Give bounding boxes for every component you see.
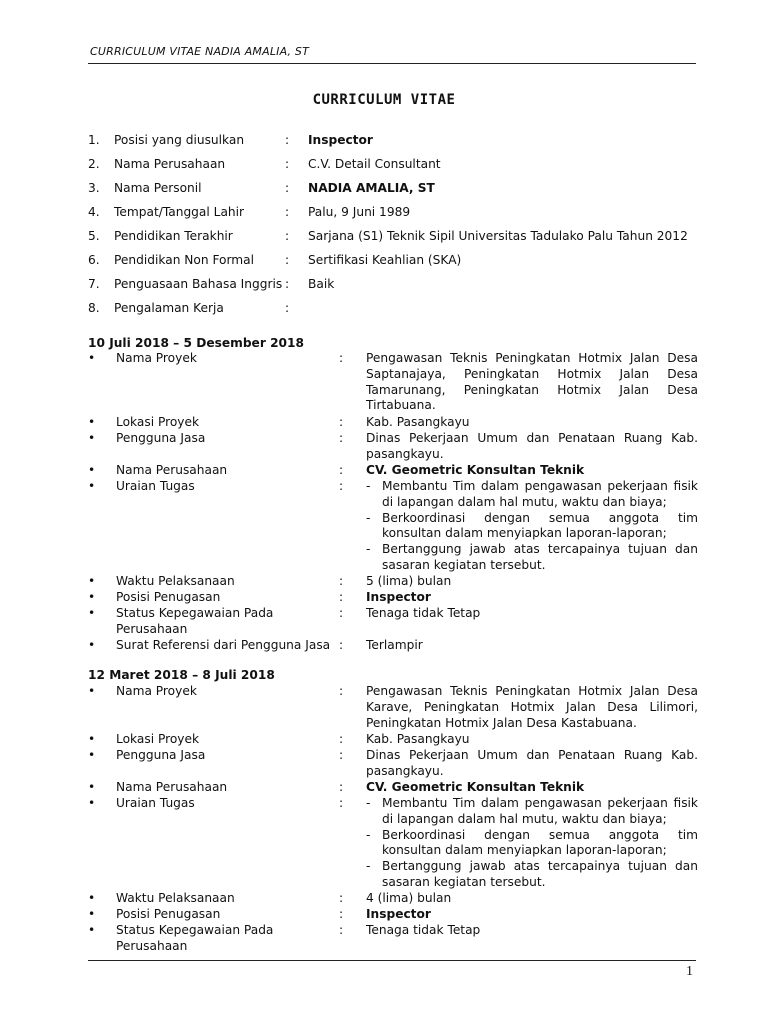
- info-value: Palu, 9 Juni 1989: [308, 205, 411, 219]
- info-label: Pendidikan Terakhir: [114, 229, 233, 243]
- info-number: 8.: [88, 301, 100, 315]
- entry-label: Uraian Tugas: [116, 479, 195, 493]
- info-colon: :: [285, 301, 290, 315]
- info-number: 6.: [88, 253, 100, 267]
- entry-colon: :: [339, 415, 344, 429]
- experience-entry: [88, 748, 698, 780]
- info-colon: :: [285, 205, 290, 219]
- entry-label: Pengguna Jasa: [116, 748, 206, 762]
- entry-label: Surat Referensi dari Pengguna Jasa: [116, 638, 331, 652]
- page-number: 1: [686, 964, 693, 979]
- task-text: Berkoordinasi dengan semua anggota tim konsultan dalam menyiapkan laporan-laporan;: [382, 827, 698, 858]
- bullet: •: [88, 638, 96, 652]
- experience-period: 10 Juli 2018 – 5 Desember 2018: [88, 336, 305, 350]
- experience-entry: [88, 796, 698, 891]
- info-row-name: [88, 176, 698, 200]
- info-colon: :: [285, 133, 290, 147]
- bullet: •: [88, 606, 96, 620]
- entry-colon: :: [339, 606, 344, 620]
- info-value: Sarjana (S1) Teknik Sipil Universitas Tadulako Palu Tahun 2012: [308, 229, 688, 243]
- experience-entry: [88, 351, 698, 414]
- task-text: Bertanggung jawab atas tercapainya tujuan dan sasaran kegiatan tersebut.: [382, 859, 698, 889]
- bullet: •: [88, 780, 96, 794]
- bullet: •: [88, 351, 96, 365]
- bullet: •: [88, 748, 96, 762]
- running-header: CURRICULUM VITAE NADIA AMALIA, ST: [90, 45, 310, 58]
- bullet: •: [88, 732, 96, 746]
- task-list: [366, 796, 698, 891]
- info-row-company: [88, 152, 698, 176]
- personal-info-list: [88, 128, 698, 320]
- entry-label: Status Kepegawaian Pada Perusahaan: [116, 923, 274, 953]
- entry-value: Dinas Pekerjaan Umum dan Penataan Ruang Kab. pasangkayu.: [366, 431, 698, 461]
- bullet: •: [88, 431, 96, 445]
- info-colon: :: [285, 181, 290, 195]
- bullet: •: [88, 891, 96, 905]
- entry-colon: :: [339, 463, 344, 477]
- entry-label: Nama Perusahaan: [116, 780, 228, 794]
- entry-label: Waktu Pelaksanaan: [116, 891, 235, 905]
- task-item: - Bertanggung jawab atas tercapainya tujuan dan sasaran kegiatan tersebut.: [366, 542, 698, 572]
- info-colon: :: [285, 229, 290, 243]
- info-number: 4.: [88, 205, 100, 219]
- experience-entry: [88, 463, 698, 479]
- entry-value: Terlampir: [366, 638, 423, 652]
- task-text: Bertanggung jawab atas tercapainya tujuan dan sasaran kegiatan tersebut.: [382, 542, 698, 572]
- info-colon: :: [285, 253, 290, 267]
- info-row-birth: [88, 200, 698, 224]
- entry-label: Nama Proyek: [116, 684, 197, 698]
- entry-colon: :: [339, 780, 344, 794]
- experience-entry: [88, 923, 698, 955]
- entry-colon: :: [339, 732, 344, 746]
- entry-value: Tenaga tidak Tetap: [366, 923, 481, 937]
- experience-entry: [88, 479, 698, 574]
- entry-colon: :: [339, 351, 344, 365]
- info-row-position: [88, 128, 698, 152]
- info-label: Nama Perusahaan: [114, 157, 226, 171]
- bullet: •: [88, 590, 96, 604]
- info-row-nonformal-education: [88, 248, 698, 272]
- experience-entry: [88, 606, 698, 638]
- entry-value: CV. Geometric Konsultan Teknik: [366, 780, 585, 794]
- task-item: - Berkoordinasi dengan semua anggota tim konsultan dalam menyiapkan laporan-laporan;: [366, 827, 698, 858]
- entry-colon: :: [339, 796, 344, 810]
- info-number: 2.: [88, 157, 100, 171]
- experience-entry: [88, 638, 698, 654]
- entry-value: 4 (lima) bulan: [366, 891, 452, 905]
- entry-label: Nama Perusahaan: [116, 463, 228, 477]
- entry-colon: :: [339, 748, 344, 762]
- experience-entry: [88, 732, 698, 748]
- info-label: Pengalaman Kerja: [114, 301, 224, 315]
- experience-entry: [88, 684, 698, 731]
- info-label: Posisi yang diusulkan: [114, 133, 245, 147]
- entry-label: Uraian Tugas: [116, 796, 195, 810]
- entry-label: Nama Proyek: [116, 351, 197, 365]
- entry-value: Kab. Pasangkayu: [366, 415, 470, 429]
- info-row-experience: [88, 296, 698, 320]
- info-number: 5.: [88, 229, 100, 243]
- entry-value: Inspector: [366, 907, 431, 921]
- entry-colon: :: [339, 431, 344, 445]
- entry-value: Pengawasan Teknis Peningkatan Hotmix Jalan Desa Karave, Peningkatan Hotmix Jalan Desa Lilimori, Peningkatan Hotmix Jalan Desa Kastabuana.: [366, 684, 698, 730]
- task-item: - Berkoordinasi dengan semua anggota tim konsultan dalam menyiapkan laporan-laporan;: [366, 510, 698, 541]
- entry-colon: :: [339, 574, 344, 588]
- info-row-english: [88, 272, 698, 296]
- entry-colon: :: [339, 590, 344, 604]
- info-label: Nama Personil: [114, 181, 202, 195]
- info-label: Tempat/Tanggal Lahir: [114, 205, 245, 219]
- task-text: Membantu Tim dalam pengawasan pekerjaan fisik di lapangan dalam hal mutu, waktu dan biaya;: [382, 479, 698, 509]
- entry-label: Status Kepegawaian Pada Perusahaan: [116, 606, 274, 636]
- task-item: - Membantu Tim dalam pengawasan pekerjaan fisik di lapangan dalam hal mutu, waktu dan biaya;: [366, 479, 698, 509]
- info-value: Sertifikasi Keahlian (SKA): [308, 253, 462, 267]
- info-value: Inspector: [308, 133, 373, 147]
- bullet: •: [88, 684, 96, 698]
- bullet: •: [88, 574, 96, 588]
- info-value: NADIA AMALIA, ST: [308, 181, 435, 195]
- info-value: Baik: [308, 277, 335, 291]
- bullet: •: [88, 463, 96, 477]
- bullet: •: [88, 923, 96, 937]
- entry-value: Dinas Pekerjaan Umum dan Penataan Ruang Kab. pasangkayu.: [366, 748, 698, 778]
- experience-period: 12 Maret 2018 – 8 Juli 2018: [88, 668, 275, 682]
- experience-entry: [88, 415, 698, 431]
- header-rule: [88, 63, 696, 64]
- entry-value: CV. Geometric Konsultan Teknik: [366, 463, 585, 477]
- entry-value: Pengawasan Teknis Peningkatan Hotmix Jalan Desa Saptanajaya, Peningkatan Hotmix Jalan Desa Tamarunang, Peningkatan Hotmix Jalan Desa Tirtabuana.: [366, 351, 698, 413]
- experience-entry: [88, 590, 698, 606]
- entry-label: Lokasi Proyek: [116, 415, 200, 429]
- bullet: •: [88, 796, 96, 810]
- info-colon: :: [285, 157, 290, 171]
- entry-value: 5 (lima) bulan: [366, 574, 452, 588]
- experience-entry: [88, 907, 698, 923]
- bullet: •: [88, 907, 96, 921]
- entry-label: Waktu Pelaksanaan: [116, 574, 235, 588]
- entry-label: Posisi Penugasan: [116, 907, 221, 921]
- entry-colon: :: [339, 923, 344, 937]
- info-value: C.V. Detail Consultant: [308, 157, 441, 171]
- info-number: 3.: [88, 181, 100, 195]
- entry-value: Tenaga tidak Tetap: [366, 606, 481, 620]
- info-number: 1.: [88, 133, 100, 147]
- task-text: Berkoordinasi dengan semua anggota tim konsultan dalam menyiapkan laporan-laporan;: [382, 510, 698, 541]
- task-list: [366, 479, 698, 574]
- info-number: 7.: [88, 277, 100, 291]
- info-row-education: [88, 224, 698, 248]
- footer-rule: [88, 960, 696, 961]
- entry-label: Pengguna Jasa: [116, 431, 206, 445]
- entry-colon: :: [339, 479, 344, 493]
- entry-colon: :: [339, 891, 344, 905]
- entry-colon: :: [339, 907, 344, 921]
- experience-entry: [88, 431, 698, 463]
- info-label: Penguasaan Bahasa Inggris: [114, 277, 283, 291]
- entry-value: Inspector: [366, 590, 431, 604]
- document-title: CURRICULUM VITAE: [312, 92, 456, 108]
- task-item: - Membantu Tim dalam pengawasan pekerjaan fisik di lapangan dalam hal mutu, waktu dan biaya;: [366, 796, 698, 826]
- task-item: - Bertanggung jawab atas tercapainya tujuan dan sasaran kegiatan tersebut.: [366, 859, 698, 889]
- info-colon: :: [285, 277, 290, 291]
- task-text: Membantu Tim dalam pengawasan pekerjaan fisik di lapangan dalam hal mutu, waktu dan biaya;: [382, 796, 698, 826]
- bullet: •: [88, 479, 96, 493]
- entry-label: Posisi Penugasan: [116, 590, 221, 604]
- info-label: Pendidikan Non Formal: [114, 253, 255, 267]
- entry-value: Kab. Pasangkayu: [366, 732, 470, 746]
- experience-entry: [88, 891, 698, 907]
- entry-colon: :: [339, 684, 344, 698]
- experience-entry: [88, 574, 698, 590]
- entry-label: Lokasi Proyek: [116, 732, 200, 746]
- entry-colon: :: [339, 638, 344, 652]
- experience-entry: [88, 780, 698, 796]
- bullet: •: [88, 415, 96, 429]
